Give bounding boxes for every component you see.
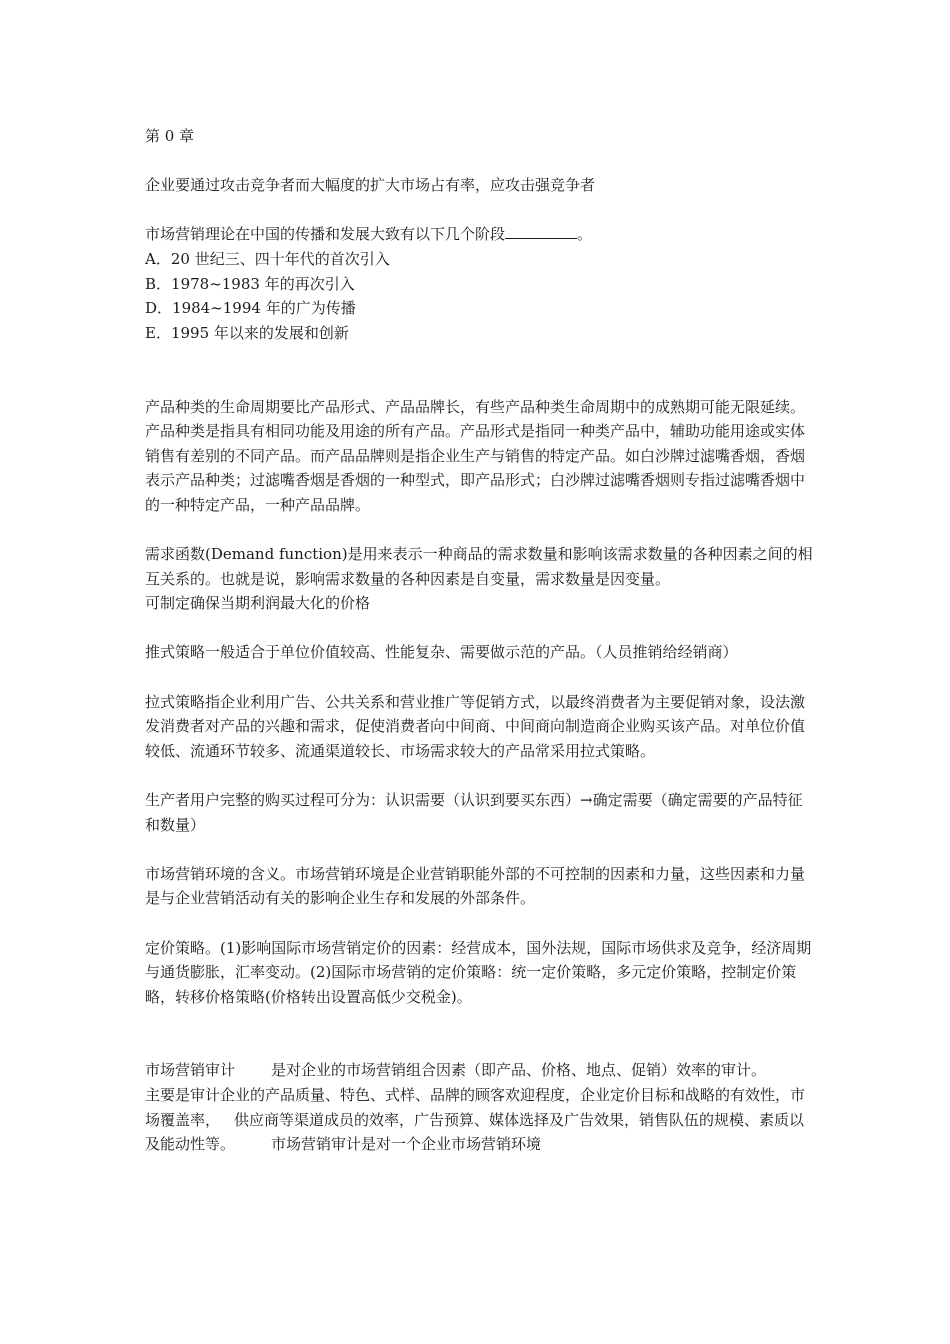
paragraph-buying-process: 生产者用户完整的购买过程可分为：认识需要（认识到要买东西）→确定需要（确定需要的产品特征和数量） (145, 791, 803, 834)
spacer (145, 345, 815, 370)
spacer (145, 763, 815, 788)
spacer (145, 837, 815, 862)
spacer (145, 1009, 815, 1058)
audit-term: 市场营销审计 (145, 1061, 236, 1080)
answer-blank (505, 222, 577, 239)
spacer (145, 616, 815, 641)
spacer (145, 518, 815, 543)
audit-definition: 是对企业的市场营销组合因素（即产品、价格、地点、促销）效率的审计。 (271, 1061, 767, 1080)
audit-scope-continued: 供应商等渠道成员的效率，广告预算、媒体选择及广告效果，销售队伍的规模、素质以及能动性等。 (145, 1110, 805, 1154)
option-e: E．1995 年以来的发展和创新 (145, 323, 349, 342)
spacer (145, 370, 815, 395)
spacer (145, 911, 815, 936)
paragraph-pricing-strategy: 定价策略。(1)影响国际市场营销定价的因素：经营成本，国外法规，国际市场供求及竞争，经济周期与通货膨胀，汇率变动。(2)国际市场营销的定价策略：统一定价策略，多元定价策略，控制定价策略，转移价格策略(价格转出设置高低少交税金)。 (145, 938, 812, 1006)
paragraph-push-strategy: 推式策略一般适合于单位价值较高、性能复杂、需要做示范的产品。（人员推销给经销商） (145, 643, 738, 662)
paragraph-pull-strategy: 拉式策略指企业利用广告、公共关系和营业推广等促销方式，以最终消费者为主要促销对象，设法激发消费者对产品的兴趣和需求，促使消费者向中间商、中间商向制造商企业购买该产品。对单位价值较低、流通环节较多、流通渠道较长、市场需求较大的产品常采用拉式策略。 (145, 692, 806, 760)
paragraph-product-class: 产品种类是指具有相同功能及用途的所有产品。产品形式是指同一种类产品中，辅助功能用途或实体销售有差别的不同产品。而产品品牌则是指企业生产与销售的特定产品。如白沙牌过滤嘴香烟，香烟表示产品种类；过滤嘴香烟是香烟的一种型式，即产品形式；白沙牌过滤嘴香烟则专指过滤嘴香烟中的一种特定产品，一种产品品牌。 (145, 422, 806, 514)
chapter-heading: 第 0 章 (145, 127, 195, 145)
paragraph-marketing-environment: 市场营销环境的含义。市场营销环境是企业营销职能外部的不可控制的因素和力量，这些因素和力量是与企业营销活动有关的影响企业生存和发展的外部条件。 (145, 864, 806, 908)
audit-scope: 主要是审计企业的产品质量、特色、式样、品牌的顾客欢迎程度，企业定价目标和战略的有效性，市场覆盖率， (145, 1085, 806, 1129)
option-b: B．1978~1983 年的再次引入 (145, 274, 355, 293)
question-stem (145, 222, 815, 247)
spacer (145, 665, 815, 690)
paragraph-attack-competitor: 企业要通过攻击竞争者而大幅度的扩大市场占有率，应攻击强竞争者 (145, 176, 596, 195)
question-stem-text: 市场营销理论在中国的传播和发展大致有以下几个阶段 (145, 225, 506, 244)
spacer (145, 198, 815, 223)
paragraph-profit-price: 可制定确保当期利润最大化的价格 (145, 594, 371, 613)
paragraph-product-life-cycle: 产品种类的生命周期要比产品形式、产品品牌长，有些产品种类生命周期中的成熟期可能无限延续。 (145, 397, 806, 416)
paragraph-demand-function: 需求函数(Demand function)是用来表示一种商品的需求数量和影响该需求数量的各种因素之间的相互关系的。也就是说，影响需求数量的各种因素是自变量，需求数量是因变量。 (145, 545, 813, 588)
document-body (145, 124, 815, 1157)
paragraph-marketing-audit (145, 1058, 815, 1156)
option-a: A．20 世纪三、四十年代的首次引入 (145, 249, 390, 268)
question-stem-end: 。 (577, 225, 593, 244)
spacer (145, 149, 815, 174)
audit-environment: 市场营销审计是对一个企业市场营销环境 (271, 1135, 542, 1154)
option-d: D．1984~1994 年的广为传播 (145, 299, 356, 318)
